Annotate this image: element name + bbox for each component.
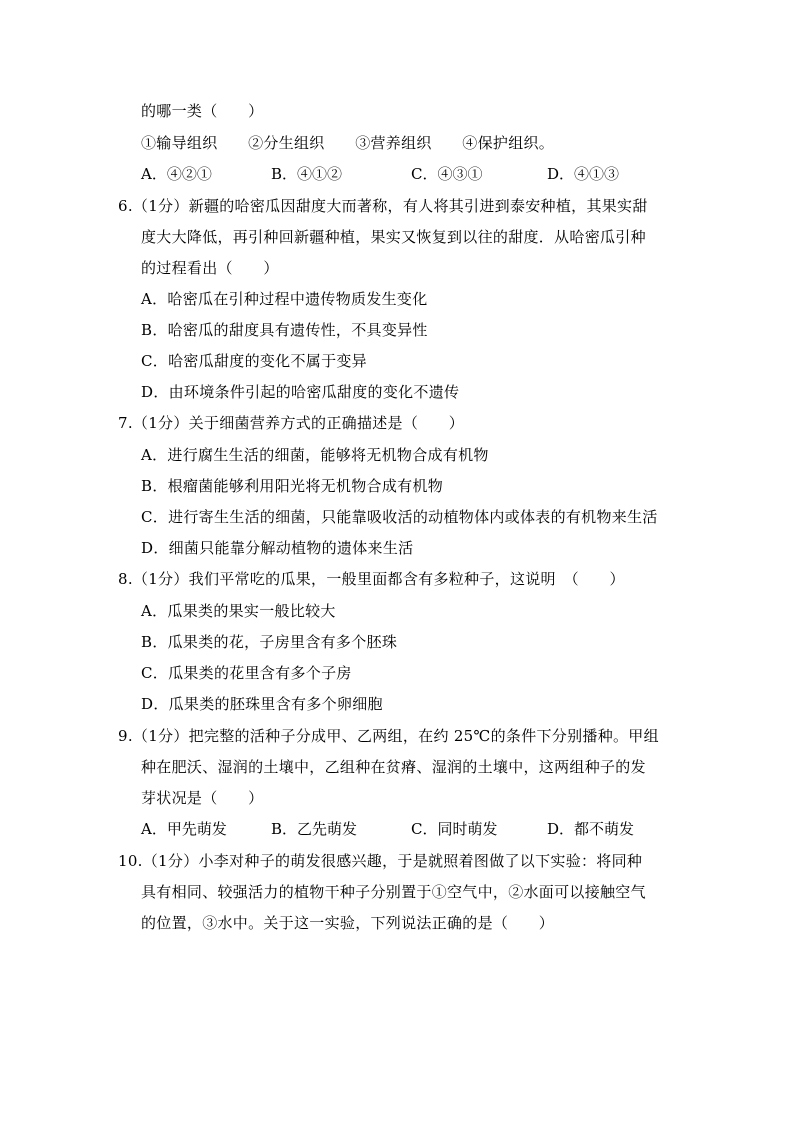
q9-stem-line-3: 芽状况是（ ） — [141, 789, 264, 807]
q8-option-d[interactable]: D．瓜果类的胚珠里含有多个卵细胞 — [141, 695, 383, 713]
q9-option-c[interactable]: C．同时萌发 — [411, 820, 498, 838]
q8-option-c[interactable]: C．瓜果类的花里含有多个子房 — [141, 664, 352, 682]
q5-items: ①输导组织 ②分生组织 ③营养组织 ④保护组织。 — [141, 134, 555, 152]
q9-option-a[interactable]: A．甲先萌发 — [141, 820, 227, 838]
q6-stem-line-1: 6.（1分）新疆的哈密瓜因甜度大而著称，有人将其引进到泰安种植，其果实甜 — [118, 197, 648, 215]
q5-option-b[interactable]: B．④①② — [271, 165, 343, 183]
q7-option-b[interactable]: B．根瘤菌能够利用阳光将无机物合成有机物 — [141, 477, 444, 495]
q6-option-d[interactable]: D．由环境条件引起的哈密瓜甜度的变化不遗传 — [141, 383, 460, 401]
q5-option-a[interactable]: A．④②① — [141, 165, 212, 183]
q9-option-b[interactable]: B．乙先萌发 — [271, 820, 358, 838]
q6-stem-line-2: 度大大降低，再引种回新疆种植，果实又恢复到以往的甜度．从哈密瓜引种 — [141, 228, 646, 246]
q9-stem-line-1: 9.（1分）把完整的活种子分成甲、乙两组，在约 25℃的条件下分别播种。甲组 — [118, 727, 659, 745]
q6-stem-line-3: 的过程看出（ ） — [141, 259, 279, 277]
q7-option-a[interactable]: A．进行腐生生活的细菌，能够将无机物合成有机物 — [141, 446, 489, 464]
q6-option-a[interactable]: A．哈密瓜在引种过程中遗传物质发生变化 — [141, 290, 428, 308]
q7-option-d[interactable]: D．细菌只能靠分解动植物的遗体来生活 — [141, 539, 414, 557]
q8-option-b[interactable]: B．瓜果类的花，子房里含有多个胚珠 — [141, 633, 398, 651]
q5-stem-tail: 的哪一类（ ） — [141, 102, 264, 120]
q6-option-b[interactable]: B．哈密瓜的甜度具有遗传性，不具变异性 — [141, 321, 428, 339]
q9-stem-line-2: 种在肥沃、湿润的土壤中，乙组种在贫瘠、湿润的土壤中，这两组种子的发 — [141, 758, 646, 776]
q5-option-c[interactable]: C．④③① — [411, 165, 483, 183]
q7-stem-line-1: 7.（1分）关于细菌营养方式的正确描述是（ ） — [118, 414, 465, 432]
q10-stem-line-1: 10.（1分）小李对种子的萌发很感兴趣，于是就照着图做了以下实验：将同种 — [118, 852, 643, 870]
q10-stem-line-3: 的位置，③水中。关于这一实验，下列说法正确的是（ ） — [141, 914, 555, 932]
q9-option-d[interactable]: D．都不萌发 — [547, 820, 635, 838]
q8-option-a[interactable]: A．瓜果类的果实一般比较大 — [141, 602, 336, 620]
q10-stem-line-2: 具有相同、较强活力的植物干种子分别置于①空气中，②水面可以接触空气 — [141, 883, 646, 901]
q8-stem-line-1: 8.（1分）我们平常吃的瓜果，一般里面都含有多粒种子，这说明 （ ） — [118, 570, 625, 588]
q5-option-d[interactable]: D．④①③ — [547, 165, 620, 183]
q7-option-c[interactable]: C．进行寄生生活的细菌，只能靠吸收活的动植物体内或体表的有机物来生活 — [141, 508, 658, 526]
q6-option-c[interactable]: C．哈密瓜甜度的变化不属于变异 — [141, 352, 367, 370]
